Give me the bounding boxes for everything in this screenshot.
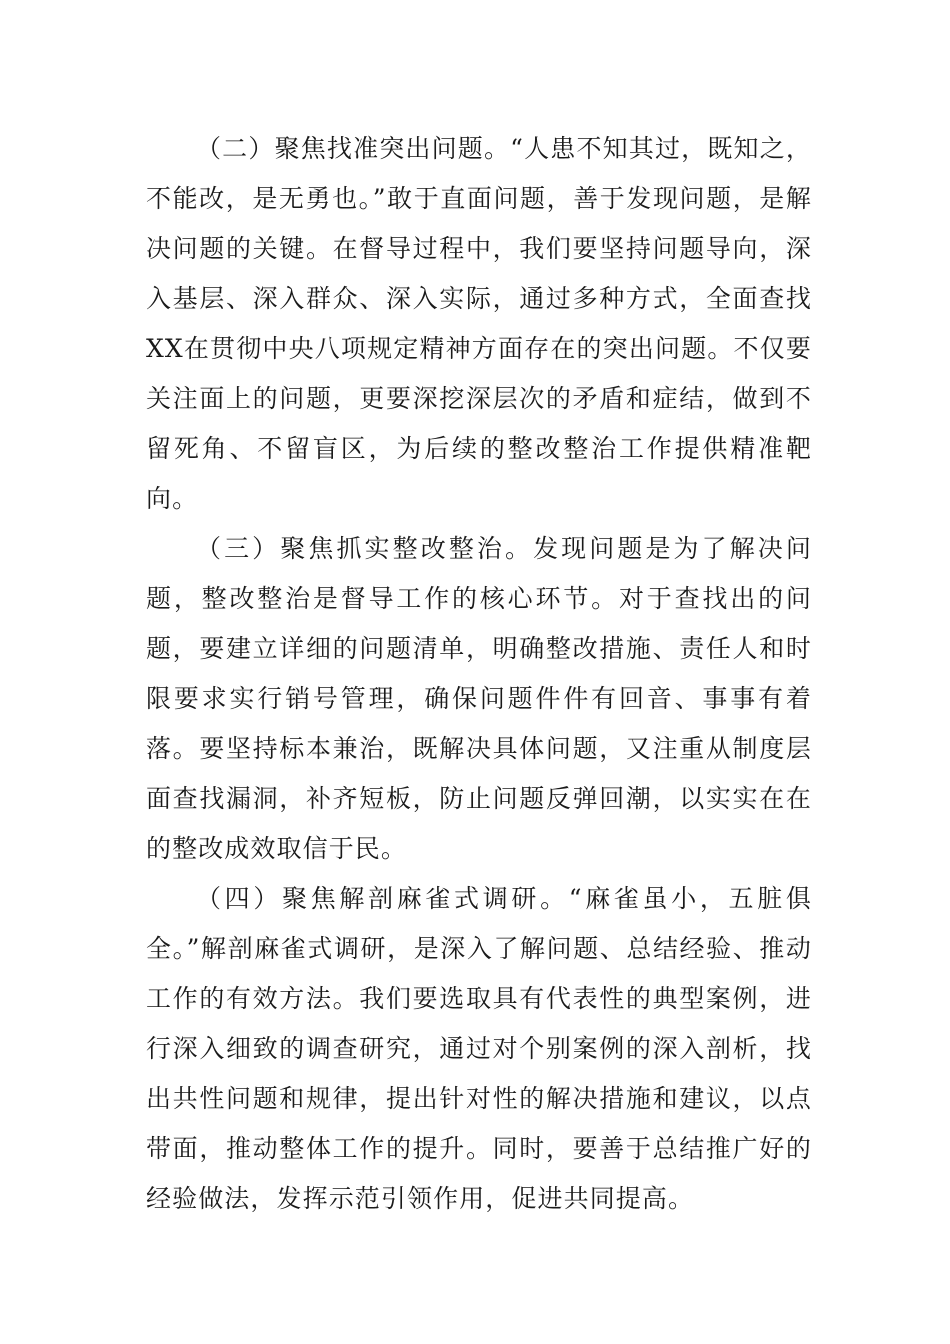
- document-body: [146, 124, 812, 1224]
- paragraph-focus-rectification: （三）聚焦抓实整改整治。发现问题是为了解决问题，整改整治是督导工作的核心环节。对于查找出的问题，要建立详细的问题清单，明确整改措施、责任人和时限要求实行销号管理，确保问题件件有回音、事事有着落。要坚持标本兼治，既解决具体问题，又注重从制度层面查找漏洞，补齐短板，防止问题反弹回潮，以实实在在的整改成效取信于民。: [146, 534, 812, 863]
- paragraph-focus-problems: （二）聚焦找准突出问题。“人患不知其过，既知之，不能改，是无勇也。”敢于直面问题，善于发现问题，是解决问题的关键。在督导过程中，我们要坚持问题导向，深入基层、深入群众、深入实际，通过多种方式，全面查找XX在贯彻中央八项规定精神方面存在的突出问题。不仅要关注面上的问题，更要深挖深层次的矛盾和症结，做到不留死角、不留盲区，为后续的整改整治工作提供精准靶向。: [146, 134, 812, 513]
- paragraph-focus-research: （四）聚焦解剖麻雀式调研。“麻雀虽小，五脏俱全。”解剖麻雀式调研，是深入了解问题、总结经验、推动工作的有效方法。我们要选取具有代表性的典型案例，进行深入细致的调查研究，通过对个别案例的深入剖析，找出共性问题和规律，提出针对性的解决措施和建议，以点带面，推动整体工作的提升。同时，要善于总结推广好的经验做法，发挥示范引领作用，促进共同提高。: [146, 884, 812, 1213]
